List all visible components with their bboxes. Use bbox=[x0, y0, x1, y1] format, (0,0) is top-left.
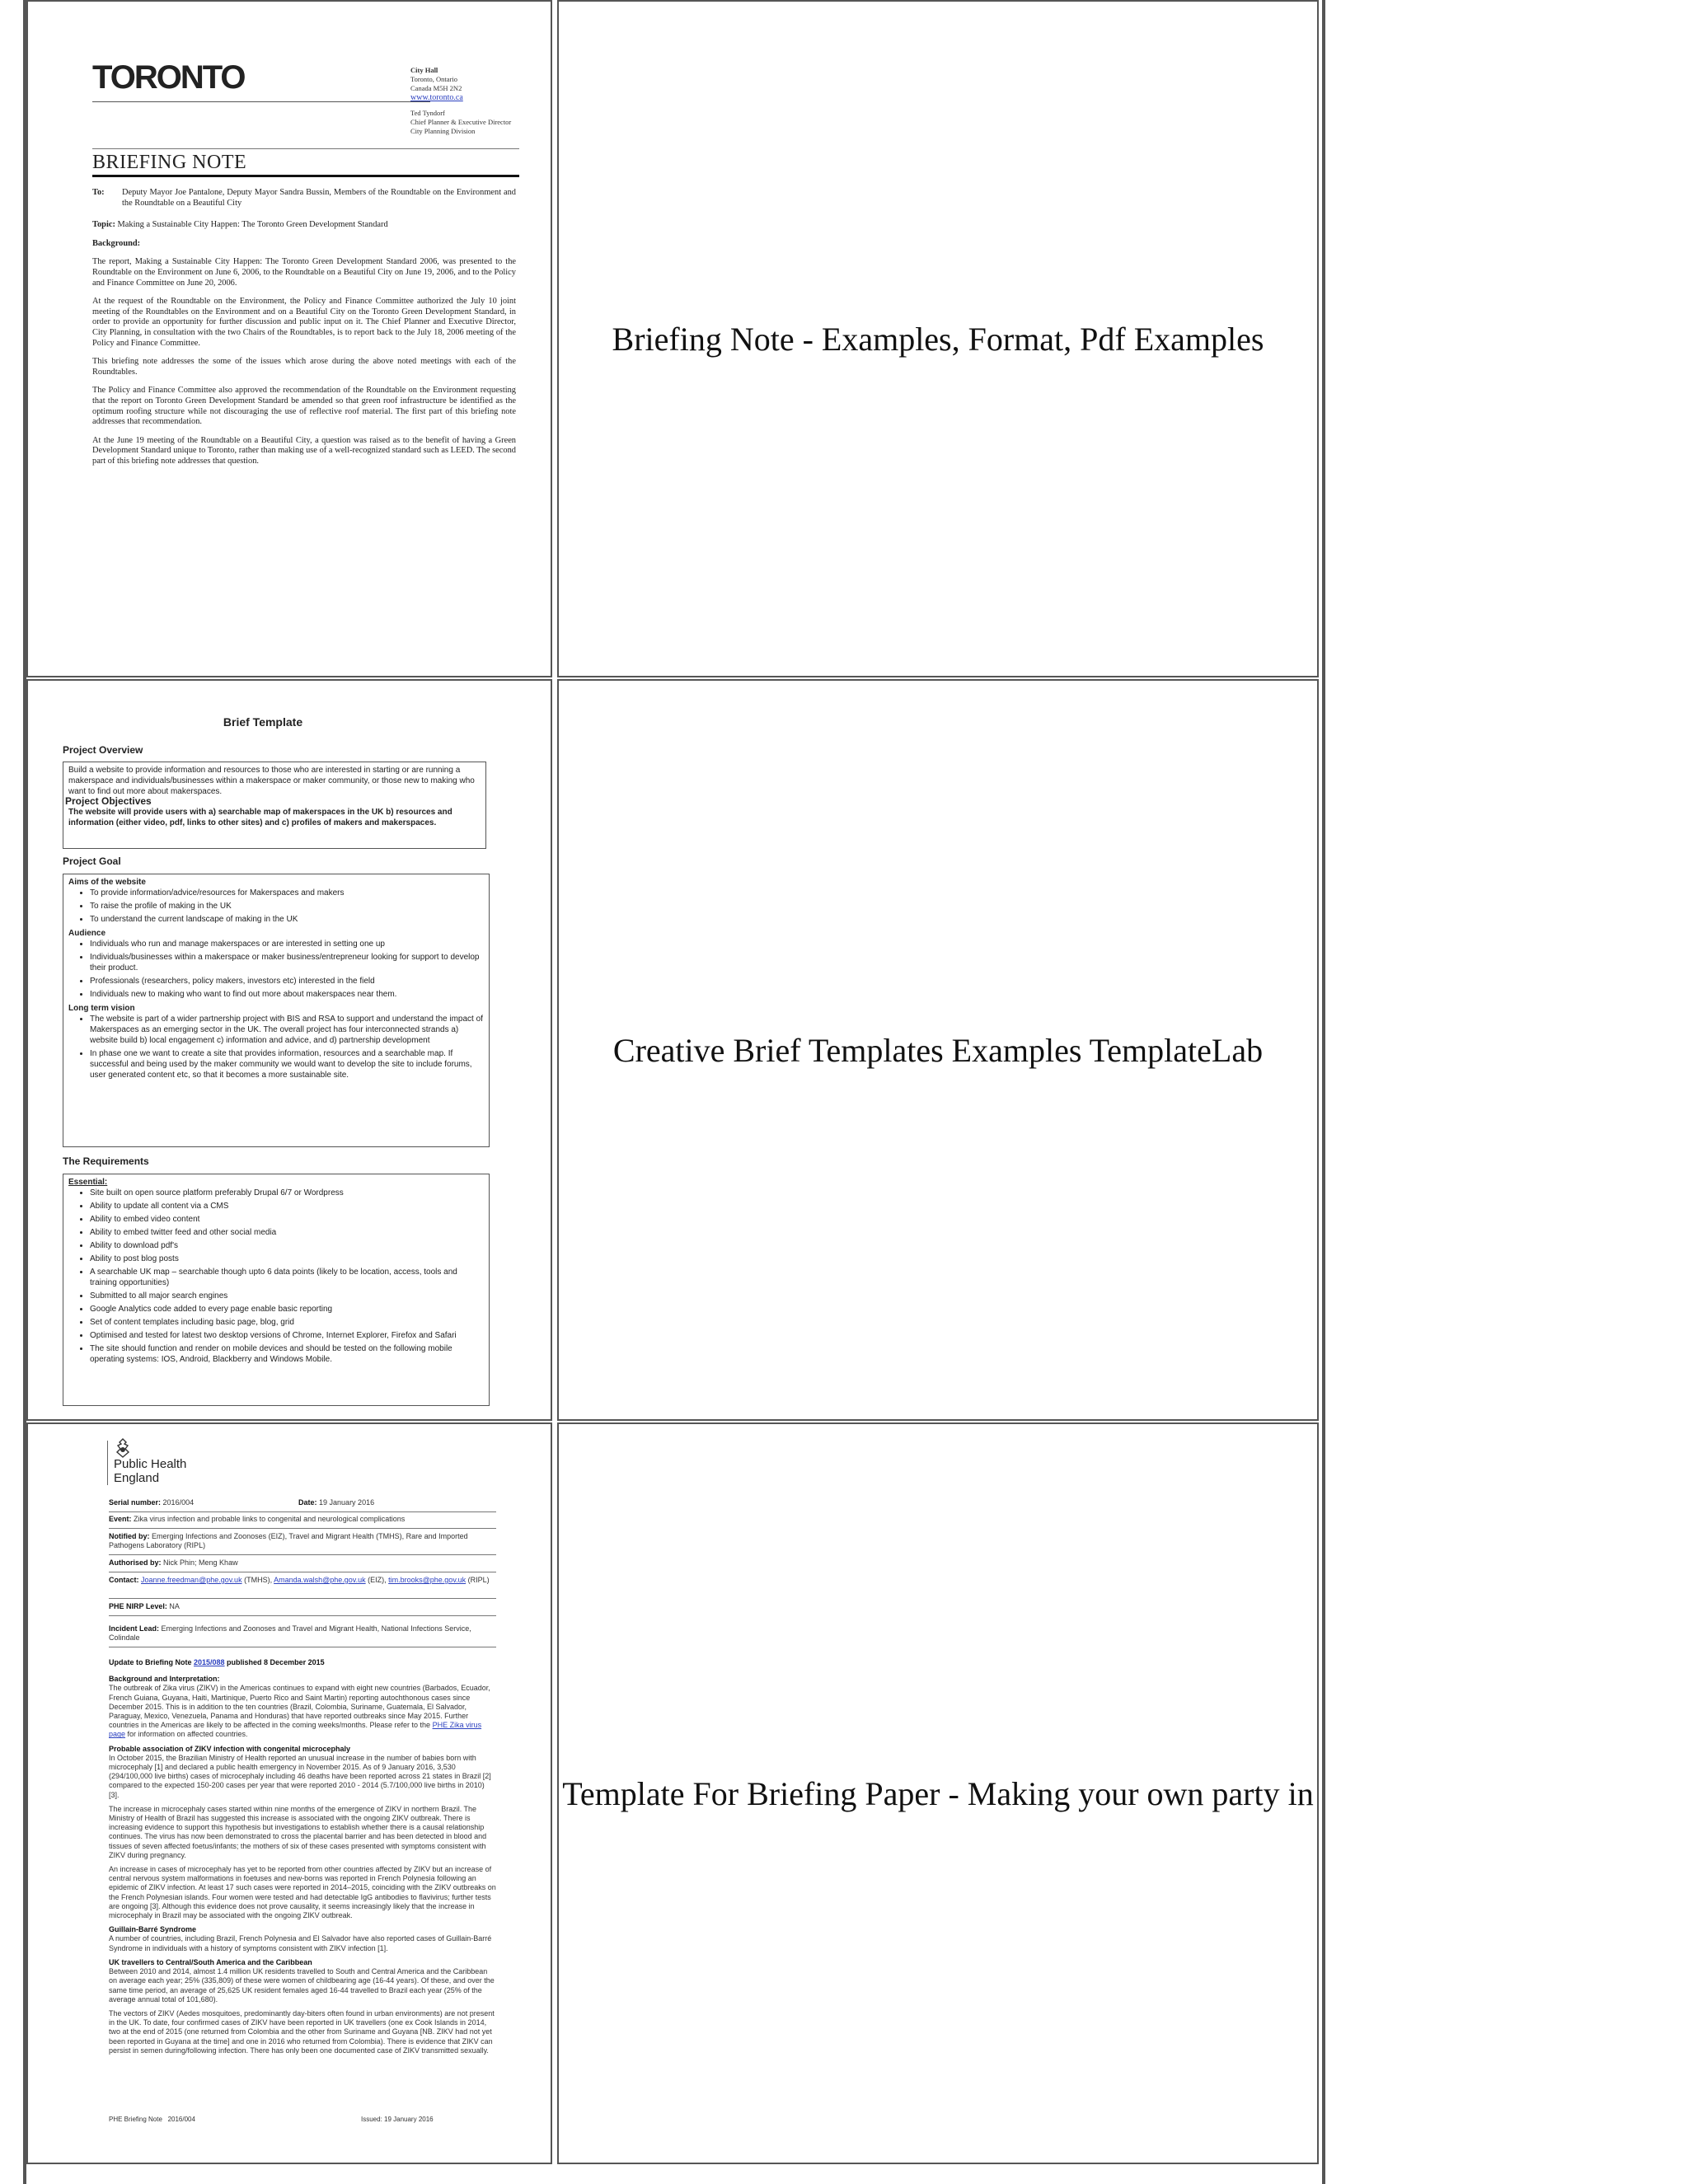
goal-box bbox=[63, 874, 490, 1147]
goal-heading: Project Goal bbox=[63, 855, 121, 867]
background-body: The outbreak of Zika virus (ZIKV) in the Americas continues to expand with eight new countries (Barbados, Ecuador, French Guiana, Guyana, Haiti, Martinique, Puerto Rico and Saint Martin) reporting autochthonous cases since December 2015. This is in addition to the ten countries (Brazil, Colombia, Suriname, Guatemala, El Salvador, Paraguay, Mexico, Venezuela, Panama and Honduras) that have reported outbreaks since May 2015. Further countries in the Americas are likely to be affected in the coming weeks/months. Please refer to the bbox=[109, 1684, 490, 1730]
rule bbox=[109, 1528, 496, 1529]
notified-row bbox=[109, 1532, 496, 1550]
list-item: • Individuals who run and manage makerspaces or are interested in setting one up bbox=[90, 939, 484, 949]
nirp-value: NA bbox=[169, 1602, 180, 1610]
address-block bbox=[410, 66, 526, 136]
toronto-logo: TORONTO bbox=[92, 59, 245, 96]
list-item: • Ability to embed twitter feed and other social media bbox=[90, 1227, 484, 1238]
update-pre: Update to Briefing Note bbox=[109, 1658, 194, 1666]
list-item: • The site should function and render on mobile devices and should be tested on the following mobile operating systems: IOS, Android, Blackberry and Windows Mobile. bbox=[90, 1343, 484, 1365]
aims-list bbox=[68, 888, 484, 925]
essential-list bbox=[68, 1188, 484, 1365]
phe-footer-left: PHE Briefing Note 2016/004 bbox=[109, 2116, 195, 2123]
addr-line-3: Canada M5H 2N2 bbox=[410, 84, 462, 92]
paragraph-4: The Policy and Finance Committee also approved the recommendation of the Roundtable on the Environment requesting that the report on Toronto Green Development Standard be amended so that green roof infrastructure be identified as the optimum roofing structure while not discouraging the use of reflective roof material. The first part of this briefing note addresses that recommendation. bbox=[92, 386, 516, 427]
signer-name: Ted Tyndorf bbox=[410, 109, 445, 117]
addr-line-2: Toronto, Ontario bbox=[410, 75, 458, 83]
signer-title: Chief Planner & Executive Director bbox=[410, 118, 512, 126]
contact-email-3[interactable]: tim.brooks@phe.gov.uk bbox=[388, 1576, 467, 1584]
objectives-text: The website will provide users with a) searchable map of makerspaces in the UK b) resources and information (either video, pdf, links to other sites) and c) profiles of makers and makerspaces. bbox=[68, 808, 452, 827]
date-label: Date: bbox=[298, 1498, 317, 1507]
paragraph-2: At the request of the Roundtable on the Environment, the Policy and Finance Committee authorized the July 10 joint meeting of the Roundtables on the Environment and on a Beautiful City on the Toronto Green Development Standard, in order to provide an opportunity for further discussion and public input on it. The Chief Planner and Executive Director, City Planning, in consultation with the two Chairs of the Roundtables, is to report back to the July 18, 2006 meeting of the Policy and Finance Committee. bbox=[92, 297, 516, 348]
nirp-label: PHE NIRP Level: bbox=[109, 1602, 167, 1610]
briefing-note-title: BRIEFING NOTE bbox=[92, 152, 247, 173]
event-value: Zika virus infection and probable links to congenital and neurological complications bbox=[134, 1515, 406, 1523]
overview-heading: Project Overview bbox=[63, 744, 143, 756]
nirp-row bbox=[109, 1602, 496, 1611]
to-line bbox=[92, 188, 516, 209]
signer-division: City Planning Division bbox=[410, 127, 476, 135]
org-rule bbox=[107, 1441, 108, 1485]
thumbnail-toronto-briefing-note[interactable] bbox=[28, 2, 551, 676]
list-item: • To raise the profile of making in the UK bbox=[90, 901, 484, 912]
list-item: • Individuals/businesses within a makerspace or maker business/entrepreneur looking for support to develop their product. bbox=[90, 952, 484, 973]
update-post: published 8 December 2015 bbox=[224, 1658, 325, 1666]
vision-list bbox=[68, 1014, 484, 1080]
to-text: Deputy Mayor Joe Pantalone, Deputy Mayor Sandra Bussin, Members of the Roundtable on the Environment and the Roundtable on a Beautiful City bbox=[122, 188, 516, 208]
essential-heading: Essential: bbox=[68, 1178, 108, 1187]
notified-value: Emerging Infections and Zoonoses (EIZ), Travel and Migrant Health (TMHS), Rare and Imported Pathogens Laboratory (RIPL) bbox=[109, 1532, 468, 1550]
zika-page-link[interactable]: PHE Zika virus page bbox=[109, 1721, 482, 1739]
royal-crest-icon bbox=[110, 1437, 135, 1459]
contact-tail-2: (EIZ), bbox=[365, 1576, 387, 1584]
background-heading: Background and Interpretation: bbox=[109, 1675, 220, 1684]
lead-value: Emerging Infections and Zoonoses and Travel and Migrant Health, National Infections Service, Colindale bbox=[109, 1624, 471, 1643]
uk-travellers-heading: UK travellers to Central/South America and the Caribbean bbox=[109, 1957, 312, 1966]
serial-value: 2016/004 bbox=[162, 1498, 195, 1507]
contact-label: Contact: bbox=[109, 1576, 139, 1584]
update-link[interactable]: 2015/088 bbox=[194, 1658, 225, 1666]
authorised-label: Authorised by: bbox=[109, 1558, 162, 1567]
list-item: • Ability to update all content via a CMS bbox=[90, 1201, 484, 1212]
event-row bbox=[109, 1515, 496, 1524]
overview-text: Build a website to provide information and resources to those who are interested in starting or are running a makerspace and individuals/businesses within a makerspace or maker community, or those new to making who want to find out more about makerspaces. bbox=[68, 766, 475, 796]
lead-label: Incident Lead: bbox=[109, 1624, 160, 1633]
org-line-2: England bbox=[114, 1471, 160, 1485]
list-item: • To understand the current landscape of making in the UK bbox=[90, 914, 484, 925]
audience-list bbox=[68, 939, 484, 1000]
date-value: 19 January 2016 bbox=[319, 1498, 375, 1507]
gbs-heading: Guillain-Barré Syndrome bbox=[109, 1925, 197, 1934]
caption-text-1[interactable]: Briefing Note - Examples, Format, Pdf Examples bbox=[612, 320, 1264, 358]
list-item: • A searchable UK map – searchable though upto 6 data points (likely to be location, access, tools and training opportunities) bbox=[90, 1267, 484, 1288]
authorised-row bbox=[109, 1558, 496, 1568]
logo-rule bbox=[92, 101, 430, 102]
list-item: • The website is part of a wider partnership project with BIS and RSA to support and understand the impact of Makerspaces as an emerging sector in the UK. The overall project has four interconnected strands a) website build b) local engagement c) information and advice, and d) partnership development bbox=[90, 1014, 484, 1046]
microcephaly-text: In October 2015, the Brazilian Ministry of Health reported an unusual increase in the number of babies born with microcephaly [1] and declared a public health emergency in November 2015. As of 9 January 2016, 3,530 (294/100,000 live births) cases of microcephaly including 46 deaths have been reported across 21 states in Brazil [2] compared to the expected 150-200 cases per year that were reported 2010 - 2014 (5.7/100,000 live births in 2010) [3]. bbox=[109, 1753, 491, 1799]
addr-line-1: City Hall bbox=[410, 66, 438, 74]
list-item: • Optimised and tested for latest two desktop versions of Chrome, Internet Explorer, Firefox and Safari bbox=[90, 1330, 484, 1341]
vision-heading: Long term vision bbox=[68, 1004, 135, 1013]
increase-text: The increase in microcephaly cases started within nine months of the emergence of ZIKV in northern Brazil. The Ministry of Health of Brazil has suggested this increase is associated with the ongoing ZIKV outbreak. There is increasing evidence to support this hypothesis but investigations to establish whether there is a causal relationship continues. The virus has now been demonstrated to cross the placental barrier and has been detected in blood and tissues of seven affected foetus/infants; the mothers of six of these cases presented with symptoms consistent with ZIKV during pregnancy. bbox=[109, 1804, 487, 1859]
title-bottom-rule bbox=[92, 175, 519, 177]
org-line-1: Public Health bbox=[114, 1457, 187, 1471]
list-item: • Ability to post blog posts bbox=[90, 1254, 484, 1264]
contact-email-1[interactable]: Joanne.freedman@phe.gov.uk bbox=[141, 1576, 242, 1584]
objectives-heading: Project Objectives bbox=[65, 795, 152, 807]
audience-heading: Audience bbox=[68, 929, 106, 938]
contact-tail-1: (TMHS), bbox=[241, 1576, 274, 1584]
list-item: • Ability to embed video content bbox=[90, 1214, 484, 1225]
vectors-text: The vectors of ZIKV (Aedes mosquitoes, predominantly day-biters often found in urban environments) are not present in the UK. To date, four confirmed cases of ZIKV have been reported in UK travellers (one ex Cook Islands in 2014, two at the end of 2015 (one returned from Colombia and the other from Suriname and Guyana [NB. ZIKV had not yet been reported in Guyana at the time] and one in 2016 who returned from Colombia). There is evidence that ZIKV can persist in semen during/following infection. There has only been one documented case of ZIKV transmitted sexually. bbox=[109, 2008, 495, 2055]
list-item: • Professionals (researchers, policy makers, investors etc) interested in the field bbox=[90, 976, 484, 987]
thumbnail-brief-template[interactable] bbox=[28, 681, 551, 1419]
phe-body bbox=[109, 1658, 496, 2055]
phe-fields bbox=[109, 1498, 496, 1507]
topic-label: Topic: bbox=[92, 220, 115, 230]
uk-travellers-text: Between 2010 and 2014, almost 1.4 million UK residents travelled to South and Central America and the Caribbean on average each year; 25% (335,809) of these were women of childbearing age (16-44 years). Of these, and over the same time period, an average of 25,625 UK resident females aged 16-44 travelled to Brazil each year (25% of the average annual total of 101,680). bbox=[109, 1967, 495, 2004]
background-tail: for information on affected countries. bbox=[125, 1730, 248, 1739]
cns-text: An increase in cases of microcephaly has yet to be reported from other countries affected by ZIKV but an increase of central nervous system malformations in foetuses and new-borns was reported in French Polynesia following an epidemic of ZIKV infection. At least 17 such cases were reported in 2014–2015, coinciding with the ZIKV outbreaks on the French Polynesian islands. Four women were tested and had detectable IgG antibodies to flavivirus; further tests are ongoing [3]. Although this evidence does not prove causality, it seems increasingly likely that the increase in microcephaly in Brazil may be associated with the ongoing ZIKV outbreak. bbox=[109, 1865, 496, 1920]
microcephaly-heading: Probable association of ZIKV infection with congenital microcephaly bbox=[109, 1744, 351, 1753]
paragraph-3: This briefing note addresses the some of the issues which arose during the above noted meetings with each of the Roundtables. bbox=[92, 357, 516, 377]
to-label: To: bbox=[92, 188, 105, 197]
page-border-right bbox=[1322, 0, 1325, 2184]
background-text bbox=[109, 1684, 496, 1739]
rule bbox=[109, 1598, 496, 1599]
org-name bbox=[114, 1457, 186, 1485]
rule bbox=[109, 1554, 496, 1555]
authorised-value: Nick Phin; Meng Khaw bbox=[163, 1558, 238, 1567]
contact-tail-3: (RIPL) bbox=[466, 1576, 490, 1584]
brief-title: Brief Template bbox=[223, 715, 303, 729]
aims-heading: Aims of the website bbox=[68, 878, 146, 887]
list-item: • Site built on open source platform preferably Drupal 6/7 or Wordpress bbox=[90, 1188, 484, 1198]
overview-box bbox=[63, 762, 486, 849]
contact-row bbox=[109, 1576, 496, 1585]
title-top-rule bbox=[92, 148, 519, 149]
notified-label: Notified by: bbox=[109, 1532, 150, 1540]
website-link[interactable]: www.toronto.ca bbox=[410, 93, 463, 102]
gbs-text: A number of countries, including Brazil, French Polynesia and El Salvador have also reported cases of Guillain-Barré Syndrome in individuals with a history of symptoms consistent with ZIKV infection [1]. bbox=[109, 1934, 492, 1952]
requirements-box bbox=[63, 1174, 490, 1406]
list-item: • In phase one we want to create a site that provides information, resources and a searchable map. If successful and being used by the maker community we would want to develop the site to include forums, user generated content etc, so that it becomes a more sustainable site. bbox=[90, 1048, 484, 1080]
caption-text-2[interactable]: Creative Brief Templates Examples TemplateLab bbox=[612, 1031, 1264, 1069]
background-label: Background: bbox=[92, 238, 141, 248]
caption-text-3[interactable]: Template For Briefing Paper - Making your own party in bbox=[562, 1774, 1314, 1812]
briefing-body bbox=[92, 188, 516, 466]
list-item: • Submitted to all major search engines bbox=[90, 1291, 484, 1301]
list-item: • Google Analytics code added to every page enable basic reporting bbox=[90, 1304, 484, 1315]
list-item: • Ability to download pdf's bbox=[90, 1240, 484, 1251]
thumbnail-phe-briefing-note[interactable] bbox=[28, 1424, 551, 2163]
serial-label: Serial number: bbox=[109, 1498, 162, 1507]
paragraph-5: At the June 19 meeting of the Roundtable on a Beautiful City, a question was raised as to the benefit of having a Green Development Standard unique to Toronto, rather than making use of a well-recognized standard such as LEED. The second part of this briefing note addresses that question. bbox=[92, 435, 516, 466]
list-item: • Set of content templates including basic page, blog, grid bbox=[90, 1317, 484, 1328]
list-item: • Individuals new to making who want to find out more about makerspaces near them. bbox=[90, 989, 484, 1000]
update-line bbox=[109, 1658, 496, 1667]
phe-footer-right: Issued: 19 January 2016 bbox=[361, 2116, 434, 2123]
requirements-heading: The Requirements bbox=[63, 1155, 149, 1167]
list-item: • To provide information/advice/resources for Makerspaces and makers bbox=[90, 888, 484, 898]
rule bbox=[109, 1511, 496, 1512]
paragraph-1: The report, Making a Sustainable City Happen: The Toronto Green Development Standard 2006, was presented to the Roundtable on the Environment on June 6, 2006, to the Roundtable on a Beautiful City on June 19, 2006, and to the Policy and Finance Committee on June 20, 2006. bbox=[92, 257, 516, 288]
lead-row bbox=[109, 1624, 496, 1643]
topic-text: Making a Sustainable City Happen: The Toronto Green Development Standard bbox=[117, 220, 388, 230]
contact-email-2[interactable]: Amanda.walsh@phe.gov.uk bbox=[274, 1576, 366, 1584]
event-label: Event: bbox=[109, 1515, 132, 1523]
topic-line bbox=[92, 220, 516, 231]
rule bbox=[109, 1615, 496, 1616]
